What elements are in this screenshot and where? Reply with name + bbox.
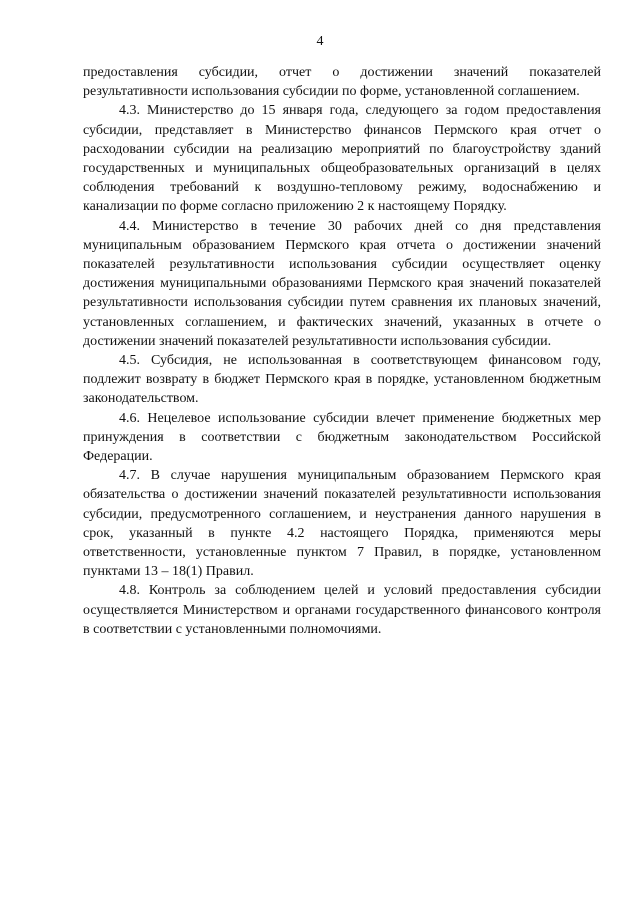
paragraph-4-7: 4.7. В случае нарушения муниципальным образованием Пермского края обязательства о достижении значений показателей результативности использования субсидии, предусмотренного соглашением, и неустранения данного нарушения в срок, указанный в пункте 4.2 настоящего Порядка, применяются меры ответственности, установленные пунктом 7 Правил, в порядке, установленном пунктами 13 – 18(1) Правил. <box>83 468 601 580</box>
paragraph-4-8: 4.8. Контроль за соблюдением целей и условий предоставления субсидии осуществляется Министерством и органами государственного финансового контроля в соответствии с установленными полномочиями. <box>83 583 601 637</box>
page-number: 4 <box>316 34 324 49</box>
paragraph-4-4: 4.4. Министерство в течение 30 рабочих дней со дня представления муниципальным образованием Пермского края отчета о достижении значений показателей результативности использования субсидии осуществляет оценку достижения муниципальными образованиями Пермского края значений показателей результативности использования субсидии путем сравнения их плановых значений, установленных соглашением, и фактических значений, указанных в отчете о достижении значений показателей результативности использования субсидии. <box>83 218 601 349</box>
paragraph-4-3: 4.3. Министерство до 15 января года, следующего за годом предоставления субсидии, представляет в Министерство финансов Пермского края отчет о расходовании субсидии на реализацию мероприятий по благоустройству зданий государственных и муниципальных общеобразовательных организаций в целях соблюдения требований к воздушно-тепловому режиму, водоснабжению и канализации по форме согласно приложению 2 к настоящему Порядку. <box>83 103 601 215</box>
paragraph-continuation: предоставления субсидии, отчет о достижении значений показателей результативности использования субсидии по форме, установленной соглашением. <box>83 65 601 100</box>
document-body <box>83 63 601 639</box>
paragraph-4-6: 4.6. Нецелевое использование субсидии влечет применение бюджетных мер принуждения в соответствии с бюджетным законодательством Российской Федерации. <box>83 410 601 465</box>
paragraph-4-5: 4.5. Субсидия, не использованная в соответствующем финансовом году, подлежит возврату в бюджет Пермского края в порядке, установленном бюджетным законодательством. <box>83 353 601 407</box>
